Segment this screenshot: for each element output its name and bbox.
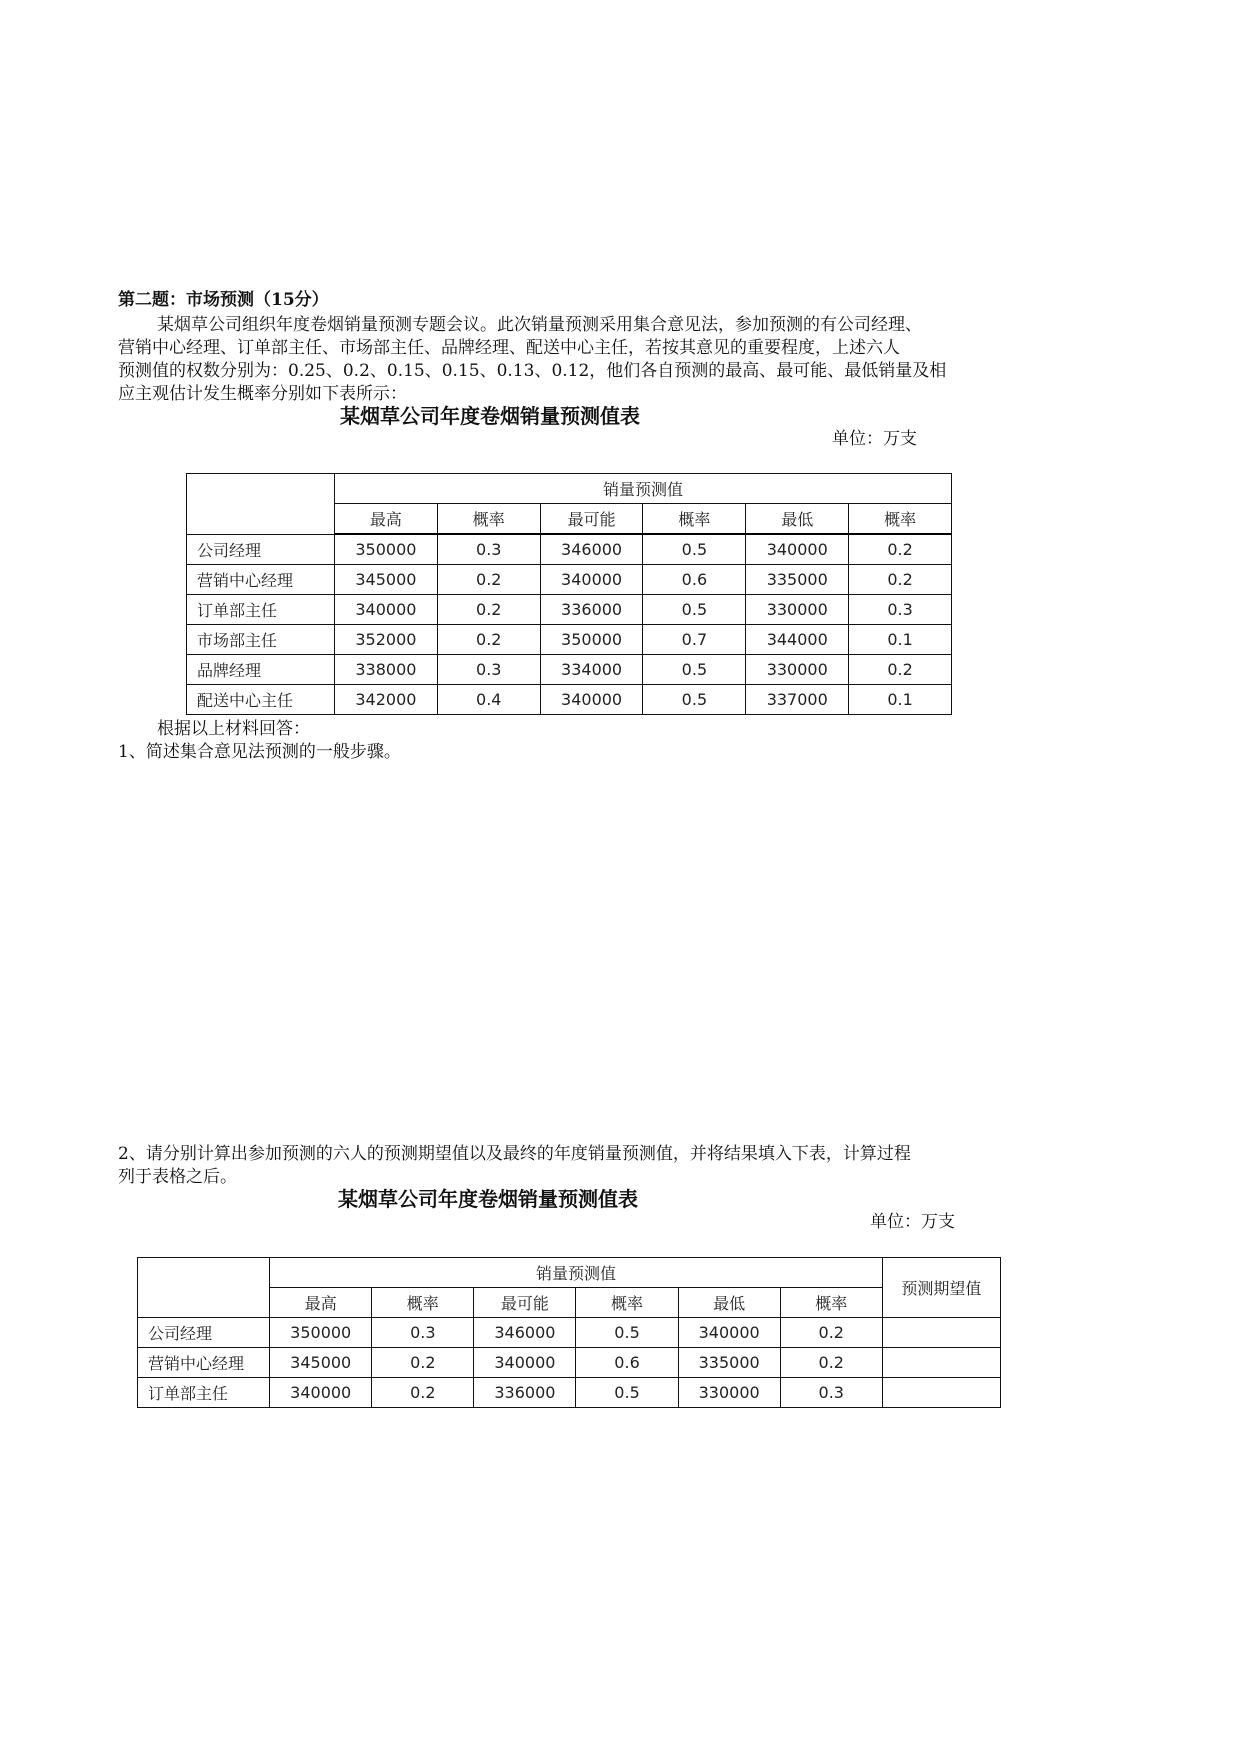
answer-intro: 根据以上材料回答： [157, 719, 310, 739]
column-header: 最低 [746, 504, 849, 535]
table-cell: 336000 [540, 595, 643, 625]
column-header: 概率 [576, 1288, 678, 1318]
forecast-table-1 [186, 473, 952, 715]
row-label: 公司经理 [138, 1318, 270, 1348]
table-cell: 0.5 [576, 1378, 678, 1408]
table2-unit: 单位：万支 [870, 1212, 955, 1232]
table-cell: 340000 [540, 565, 643, 595]
table-cell: 0.7 [643, 625, 746, 655]
intro-line: 某烟草公司组织年度卷烟销量预测专题会议。此次销量预测采用集合意见法，参加预测的有公司经理、 [157, 315, 922, 335]
intro-line: 应主观估计发生概率分别如下表所示： [118, 384, 407, 404]
table-cell: 0.5 [643, 655, 746, 685]
empty-corner-cell [138, 1258, 270, 1318]
table-row [187, 685, 952, 715]
table-cell: 330000 [746, 595, 849, 625]
expected-value-header: 预测期望值 [882, 1258, 1000, 1318]
table-cell: 346000 [540, 534, 643, 565]
table-cell: 340000 [335, 595, 438, 625]
table-cell: 0.4 [437, 685, 540, 715]
table-cell: 0.2 [849, 655, 952, 685]
row-label: 营销中心经理 [187, 565, 335, 595]
table-cell: 352000 [335, 625, 438, 655]
table-cell: 336000 [474, 1378, 576, 1408]
column-header: 概率 [849, 504, 952, 535]
table-cell: 0.6 [576, 1348, 678, 1378]
table1-title: 某烟草公司年度卷烟销量预测值表 [340, 404, 640, 428]
table-cell: 0.2 [372, 1378, 474, 1408]
table-row [187, 655, 952, 685]
table-cell: 350000 [540, 625, 643, 655]
table-cell: 0.6 [643, 565, 746, 595]
group-header: 销量预测值 [270, 1258, 883, 1288]
table-cell: 340000 [474, 1348, 576, 1378]
table-cell: 0.2 [437, 565, 540, 595]
table-cell: 345000 [270, 1348, 372, 1378]
table-cell: 340000 [746, 534, 849, 565]
table-cell: 335000 [746, 565, 849, 595]
table-row [138, 1378, 1001, 1408]
column-header: 概率 [780, 1288, 882, 1318]
row-label: 市场部主任 [187, 625, 335, 655]
table-cell: 338000 [335, 655, 438, 685]
table-cell: 346000 [474, 1318, 576, 1348]
row-label: 公司经理 [187, 534, 335, 565]
table-cell: 0.5 [643, 595, 746, 625]
forecast-table-2 [137, 1257, 1001, 1408]
column-header: 概率 [437, 504, 540, 535]
table-cell: 0.1 [849, 625, 952, 655]
table-cell: 330000 [678, 1378, 780, 1408]
table1-unit: 单位：万支 [832, 429, 917, 449]
question-2-line: 列于表格之后。 [118, 1167, 237, 1187]
table2-title: 某烟草公司年度卷烟销量预测值表 [338, 1187, 638, 1211]
expected-value-cell[interactable] [882, 1318, 1000, 1348]
column-header: 最可能 [474, 1288, 576, 1318]
table-row [187, 595, 952, 625]
group-header: 销量预测值 [335, 474, 952, 504]
column-header: 概率 [372, 1288, 474, 1318]
table-cell: 335000 [678, 1348, 780, 1378]
table-cell: 0.3 [780, 1378, 882, 1408]
question-1: 1、简述集合意见法预测的一般步骤。 [118, 742, 401, 762]
table-cell: 344000 [746, 625, 849, 655]
table-cell: 0.3 [437, 534, 540, 565]
table-cell: 350000 [270, 1318, 372, 1348]
table-cell: 340000 [270, 1378, 372, 1408]
table-row [187, 565, 952, 595]
table-cell: 350000 [335, 534, 438, 565]
row-label: 营销中心经理 [138, 1348, 270, 1378]
table-cell: 0.2 [780, 1318, 882, 1348]
table-row [187, 625, 952, 655]
empty-corner-cell [187, 474, 335, 535]
table-cell: 337000 [746, 685, 849, 715]
expected-value-cell[interactable] [882, 1378, 1000, 1408]
table-cell: 340000 [540, 685, 643, 715]
table-cell: 340000 [678, 1318, 780, 1348]
table-cell: 0.3 [437, 655, 540, 685]
table-cell: 345000 [335, 565, 438, 595]
row-label: 订单部主任 [187, 595, 335, 625]
column-header: 最可能 [540, 504, 643, 535]
question-heading: 第二题：市场预测（15分） [118, 290, 329, 310]
table-cell: 0.2 [437, 625, 540, 655]
table-cell: 330000 [746, 655, 849, 685]
table-cell: 0.3 [372, 1318, 474, 1348]
table-cell: 0.3 [849, 595, 952, 625]
intro-line: 营销中心经理、订单部主任、市场部主任、品牌经理、配送中心主任，若按其意见的重要程度，上述六人 [118, 338, 900, 358]
table-cell: 334000 [540, 655, 643, 685]
table-cell: 0.2 [780, 1348, 882, 1378]
table-cell: 0.2 [849, 534, 952, 565]
table-row [187, 534, 952, 565]
column-header: 概率 [643, 504, 746, 535]
table-row [138, 1318, 1001, 1348]
table-row [138, 1348, 1001, 1378]
expected-value-cell[interactable] [882, 1348, 1000, 1378]
table-cell: 342000 [335, 685, 438, 715]
table-cell: 0.2 [849, 565, 952, 595]
intro-line: 预测值的权数分别为：0.25、0.2、0.15、0.15、0.13、0.12，他们各自预测的最高、最可能、最低销量及相 [118, 361, 947, 381]
table-cell: 0.5 [576, 1318, 678, 1348]
table-cell: 0.2 [437, 595, 540, 625]
row-label: 订单部主任 [138, 1378, 270, 1408]
table-cell: 0.2 [372, 1348, 474, 1378]
column-header: 最高 [270, 1288, 372, 1318]
row-label: 品牌经理 [187, 655, 335, 685]
question-2-line: 2、请分别计算出参加预测的六人的预测期望值以及最终的年度销量预测值，并将结果填入下表，计算过程 [118, 1144, 911, 1164]
column-header: 最高 [335, 504, 438, 535]
table-cell: 0.5 [643, 534, 746, 565]
table-cell: 0.1 [849, 685, 952, 715]
column-header: 最低 [678, 1288, 780, 1318]
row-label: 配送中心主任 [187, 685, 335, 715]
table-cell: 0.5 [643, 685, 746, 715]
